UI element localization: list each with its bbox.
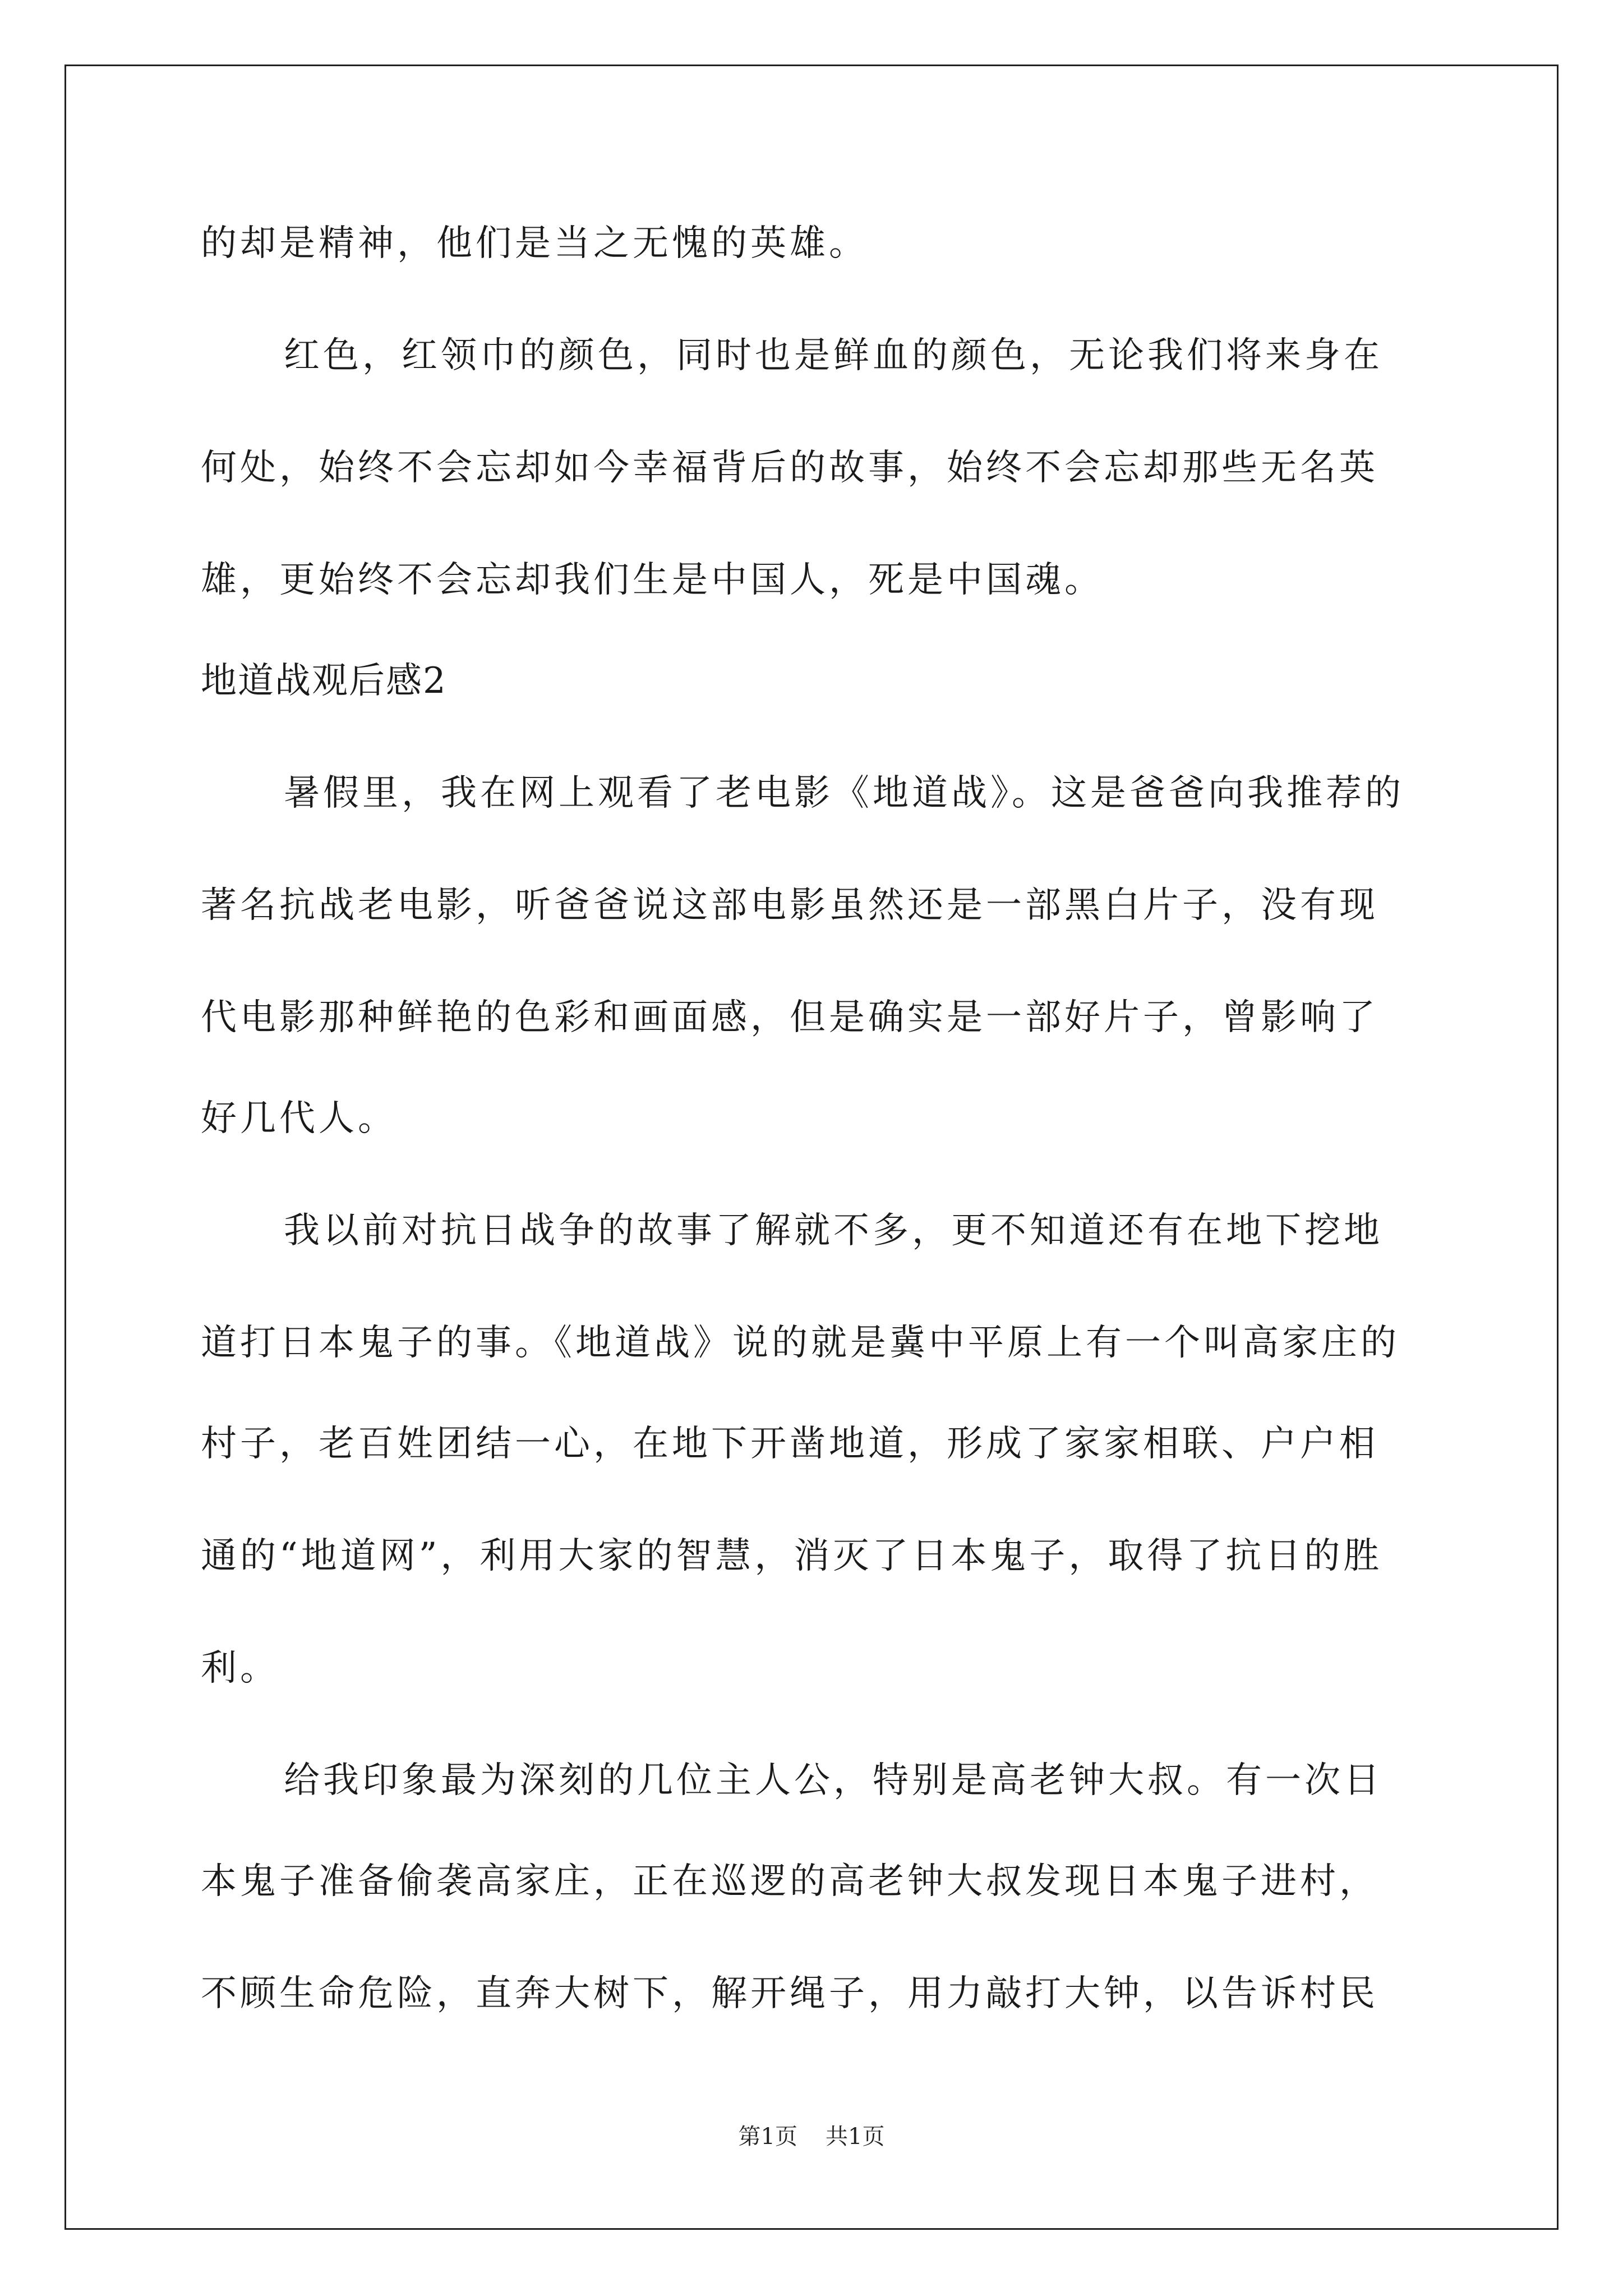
paragraph-line: 村子，老百姓团结一心，在地下开凿地道，形成了家家相联、户户相	[201, 1423, 1378, 1465]
paragraph-line: 不顾生命危险，直奔大树下，解开绳子，用力敲打大钟，以告诉村民	[201, 1973, 1378, 2014]
paragraph-line: 本鬼子准备偷袭高家庄，正在巡逻的高老钟大叔发现日本鬼子进村，	[201, 1861, 1378, 1902]
page-footer	[0, 2123, 1623, 2150]
paragraph-line: 何处，始终不会忘却如今幸福背后的故事，始终不会忘却那些无名英	[201, 447, 1378, 489]
paragraph-line: 红色，红领巾的颜色，同时也是鲜血的颜色，无论我们将来身在	[284, 335, 1383, 376]
section-title: 地道战观后感2	[201, 660, 447, 702]
paragraph-line: 暑假里，我在网上观看了老电影《地道战》。这是爸爸向我推荐的	[284, 772, 1404, 814]
page-number: 第1页	[738, 2124, 797, 2150]
paragraph-line: 的却是精神，他们是当之无愧的英雄。	[201, 223, 868, 264]
paragraph-line: 通的“地道网”，利用大家的智慧，消灭了日本鬼子，取得了抗日的胜	[201, 1535, 1383, 1577]
paragraph-line: 给我印象最为深刻的几位主人公，特别是高老钟大叔。有一次日	[284, 1760, 1383, 1801]
paragraph-line: 我以前对抗日战争的故事了解就不多，更不知道还有在地下挖地	[284, 1210, 1383, 1251]
paragraph-line: 代电影那种鲜艳的色彩和画面感，但是确实是一部好片子，曾影响了	[201, 997, 1378, 1038]
paragraph-line: 雄，更始终不会忘却我们生是中国人，死是中国魂。	[201, 559, 1104, 601]
paragraph-line: 道打日本鬼子的事。《地道战》说的就是冀中平原上有一个叫高家庄的	[201, 1322, 1400, 1364]
paragraph-line: 著名抗战老电影，听爸爸说这部电影虽然还是一部黑白片子，没有现	[201, 885, 1378, 926]
page-total: 共1页	[826, 2124, 885, 2150]
page-border	[64, 65, 1559, 2230]
paragraph-line: 利。	[201, 1648, 279, 1689]
paragraph-line: 好几代人。	[201, 1098, 397, 1139]
